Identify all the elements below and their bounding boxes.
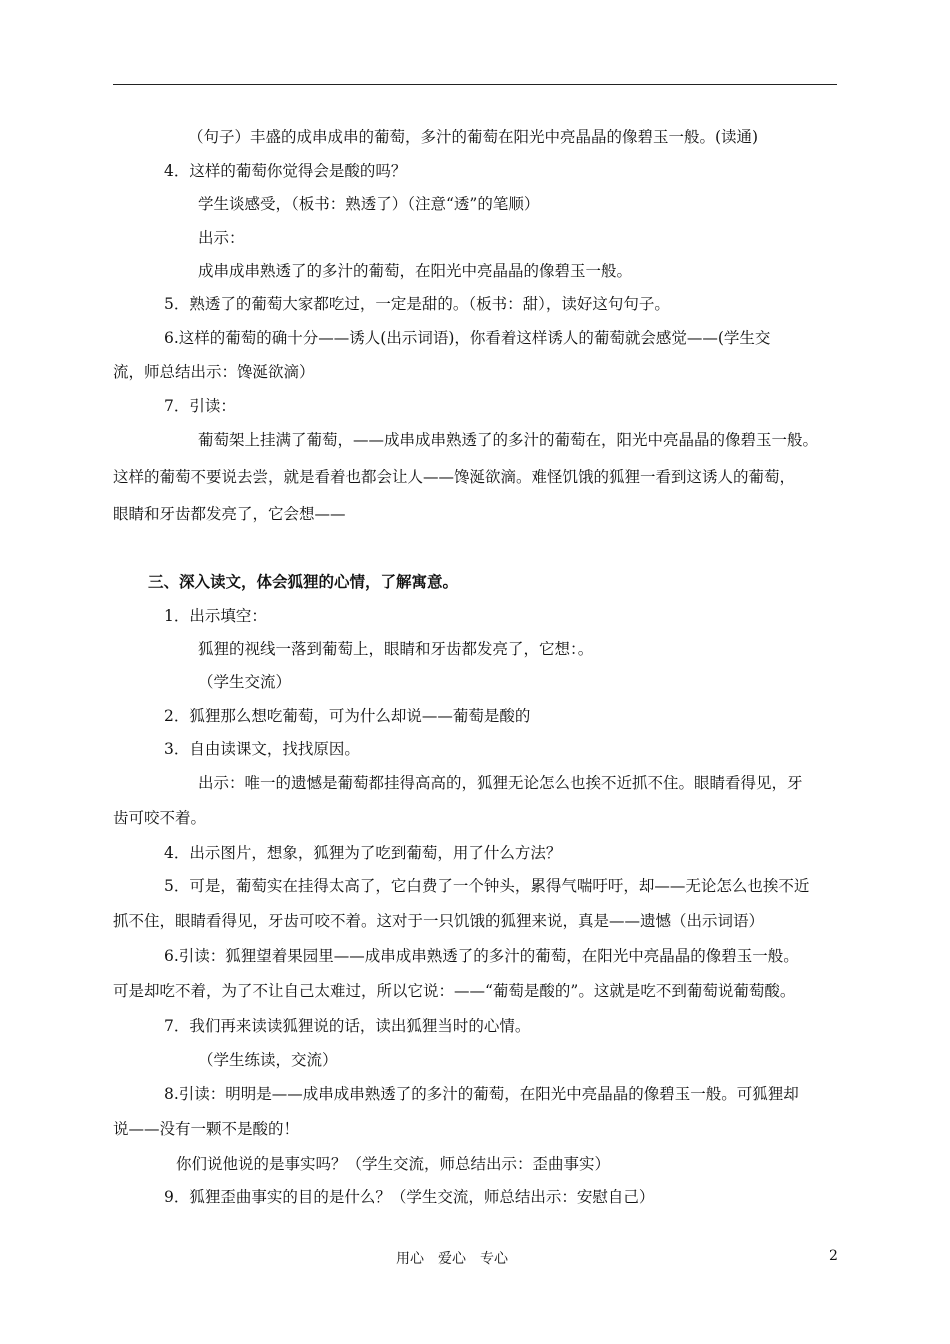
section-heading: 三、深入读文，体会狐狸的心情，了解寓意。 <box>148 572 459 591</box>
text-line: 葡萄架上挂满了葡萄，——成串成串熟透了的多汁的葡萄在，阳光中亮晶晶的像碧玉一般。 <box>198 431 819 449</box>
text-line: 可是却吃不着，为了不让自己太难过，所以它说：——“葡萄是酸的”。这就是吃不到葡萄说葡萄酸。 <box>113 982 796 1000</box>
text-line: 5．熟透了的葡萄大家都吃过，一定是甜的。（板书：甜），读好这句句子。 <box>164 295 670 313</box>
text-line: 狐狸的视线一落到葡萄上，眼睛和牙齿都发亮了，它想：。 <box>198 640 594 658</box>
text-line: 眼睛和牙齿都发亮了，它会想—— <box>113 505 346 523</box>
text-line: 流，师总结出示：馋涎欲滴） <box>113 363 315 381</box>
text-line: 成串成串熟透了的多汁的葡萄，在阳光中亮晶晶的像碧玉一般。 <box>198 262 633 280</box>
text-line: 1．出示填空： <box>164 607 267 625</box>
text-line: 9．狐狸歪曲事实的目的是什么？（学生交流，师总结出示：安慰自己） <box>164 1188 655 1206</box>
text-line: 学生谈感受，（板书：熟透了）（注意“透”的笔顺） <box>198 195 540 213</box>
page-number: 2 <box>829 1248 838 1264</box>
text-line: 7．我们再来读读狐狸说的话，读出狐狸当时的心情。 <box>164 1017 531 1035</box>
text-line: （句子）丰盛的成串成串的葡萄，多汁的葡萄在阳光中亮晶晶的像碧玉一般。(读通) <box>188 128 759 146</box>
text-line: 5．可是，葡萄实在挂得太高了，它白费了一个钟头，累得气喘吁吁，却——无论怎么也挨不近 <box>164 877 810 895</box>
text-line: （学生练读，交流） <box>198 1051 338 1069</box>
text-line: （学生交流） <box>198 673 292 691</box>
header-rule <box>113 84 837 85</box>
footer-motto: 用心 爱心 专心 <box>396 1251 508 1267</box>
text-line: 4．出示图片，想象，狐狸为了吃到葡萄，用了什么方法？ <box>164 844 562 862</box>
text-line: 4．这样的葡萄你觉得会是酸的吗？ <box>164 162 407 180</box>
text-line: 出示：唯一的遗憾是葡萄都挂得高高的，狐狸无论怎么也挨不近抓不住。眼睛看得见，牙 <box>198 774 803 792</box>
text-line: 6.这样的葡萄的确十分——诱人(出示词语)，你看着这样诱人的葡萄就会感觉——(学生交 <box>164 329 771 347</box>
text-line: 抓不住，眼睛看得见，牙齿可咬不着。这对于一只饥饿的狐狸来说，真是——遗憾（出示词语） <box>113 912 765 930</box>
text-line: 7．引读： <box>164 397 236 415</box>
text-line: 这样的葡萄不要说去尝，就是看着也都会让人——馋涎欲滴。难怪饥饿的狐狸一看到这诱人的葡萄， <box>113 468 796 486</box>
text-line: 说——没有一颗不是酸的！ <box>113 1120 300 1138</box>
text-line: 齿可咬不着。 <box>113 809 207 827</box>
text-line: 8.引读：明明是——成串成串熟透了的多汁的葡萄，在阳光中亮晶晶的像碧玉一般。可狐狸却 <box>164 1085 799 1103</box>
text-line: 你们说他说的是事实吗？（学生交流，师总结出示：歪曲事实） <box>176 1155 611 1173</box>
text-line: 6.引读：狐狸望着果园里——成串成串熟透了的多汁的葡萄，在阳光中亮晶晶的像碧玉一般。 <box>164 947 799 965</box>
text-line: 2．狐狸那么想吃葡萄，可为什么却说——葡萄是酸的 <box>164 707 531 725</box>
text-line: 3．自由读课文，找找原因。 <box>164 740 360 758</box>
text-line: 出示： <box>198 229 245 247</box>
